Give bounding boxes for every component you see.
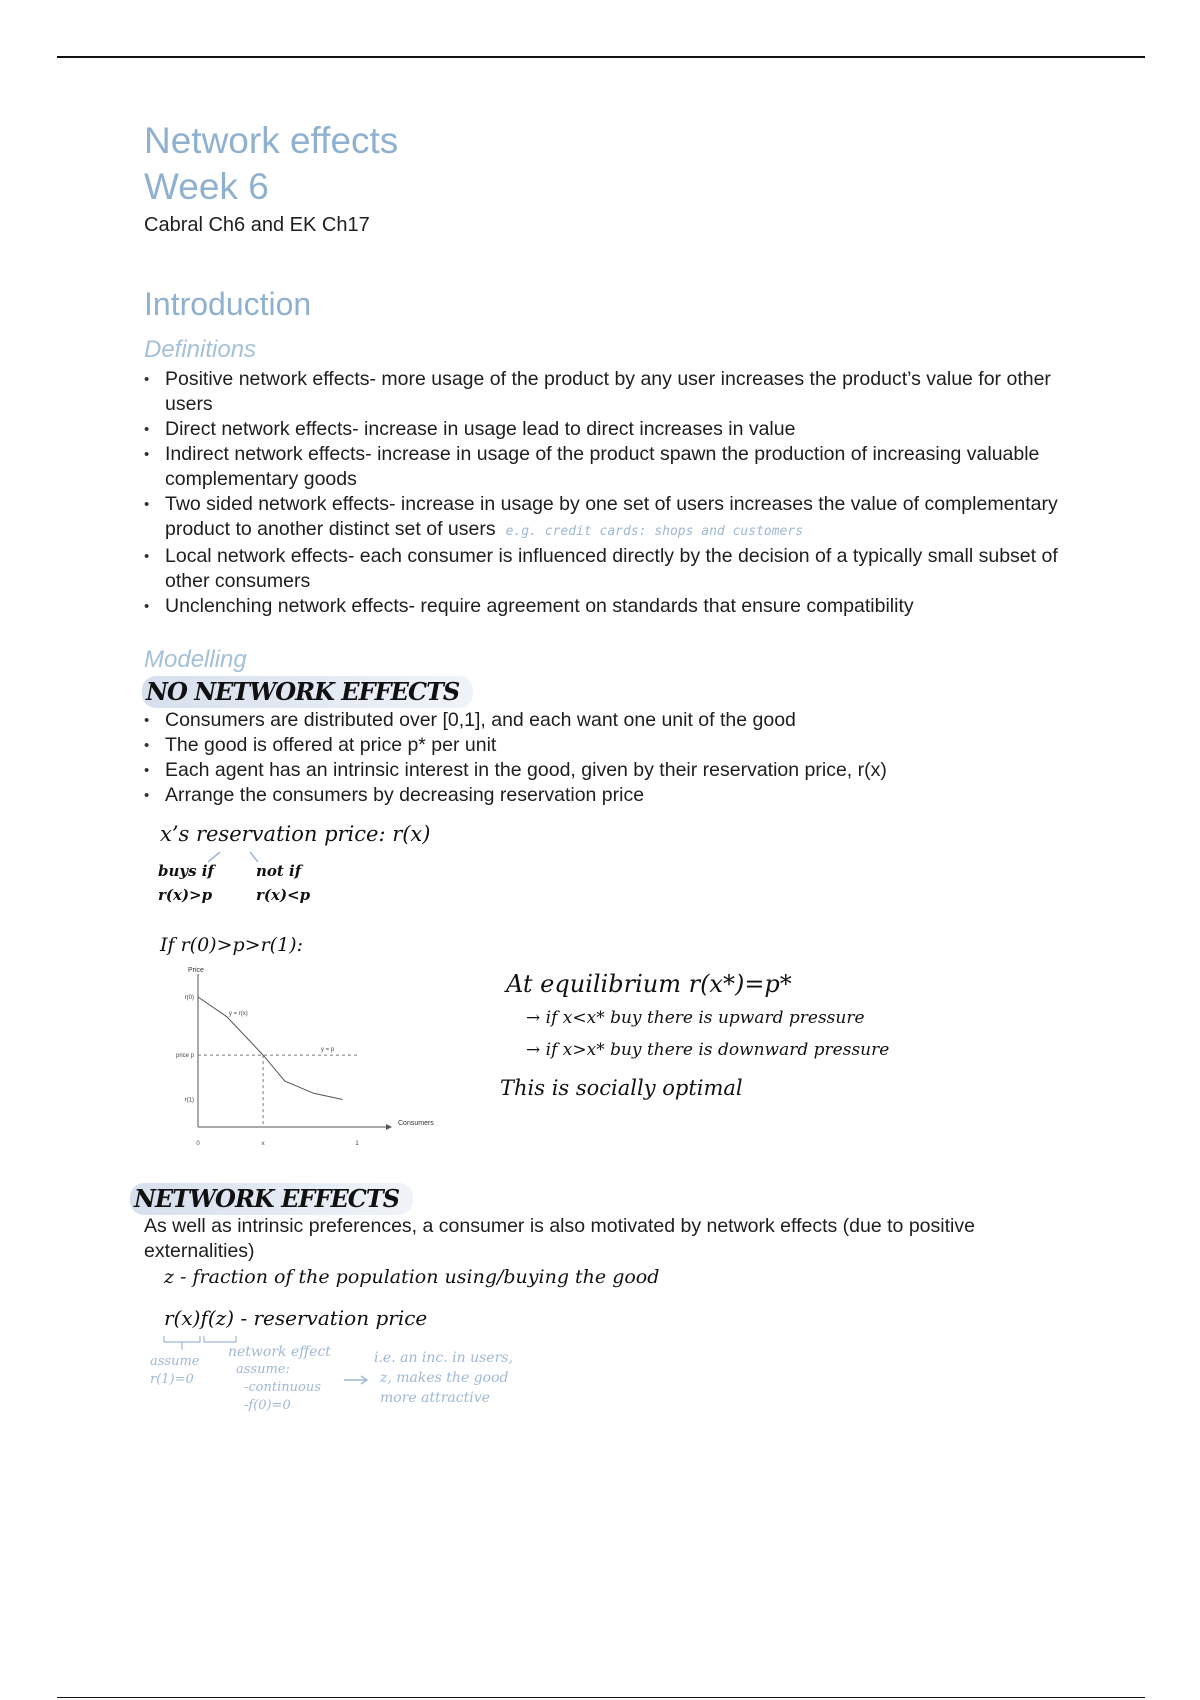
reservation-price-chart <box>150 962 450 1154</box>
hand-buys-cond: r(x)>p <box>158 886 213 904</box>
hand-network-c2: -f(0)=0 <box>244 1398 291 1413</box>
hand-network: network effect <box>228 1344 331 1360</box>
chart-marks <box>176 995 359 1147</box>
hand-assume-cond: r(1)=0 <box>150 1372 194 1387</box>
hand-ie: i.e. an inc. in users, <box>374 1350 513 1366</box>
bottom-rule <box>57 1697 1145 1698</box>
equilibrium-line-2: → if x<x* buy there is upward pressure <box>526 1008 865 1028</box>
hand-ie-3: more attractive <box>380 1390 490 1406</box>
y-tick-label: r(0) <box>184 994 194 1001</box>
arrow-icon <box>342 1374 372 1386</box>
x-tick-label: x <box>261 1141 265 1147</box>
modelling-heading: Modelling <box>144 646 247 673</box>
introduction-heading: Introduction <box>144 286 312 322</box>
hand-network-assume: assume: <box>236 1362 290 1377</box>
network-effects-paragraph: As well as intrinsic preferences, a consumer is also motivated by network effects (due to positive externalities) <box>144 1215 975 1262</box>
top-rule <box>57 56 1145 58</box>
hand-not: not if <box>256 862 302 880</box>
hand-assume: assume <box>150 1354 200 1369</box>
x-axis-arrow <box>386 1124 392 1130</box>
list-item: • Two sided network effects- increase in usage by one set of users increases the value of complementary product to another distinct set of users e.g. credit cards: shops and customers <box>144 492 1084 544</box>
equilibrium-line-4: This is socially optimal <box>500 1076 743 1100</box>
hand-if: If r(0)>p>r(1): <box>160 934 303 956</box>
series-label-r: y = r(x) <box>228 1010 248 1017</box>
hand-ie-2: z, makes the good <box>380 1370 509 1386</box>
list-item: • Each agent has an intrinsic interest in the good, given by their reservation price, r(x) <box>144 758 1084 783</box>
hand-not-cond: r(x)<p <box>256 886 311 904</box>
x-tick-label: 0 <box>196 1141 200 1147</box>
y-tick-label: price p <box>175 1053 194 1060</box>
list-item: • Direct network effects- increase in usage lead to direct increases in value <box>144 417 1084 442</box>
x-tick-label: 1 <box>355 1141 359 1147</box>
y-tick-label: r(1) <box>184 1097 194 1104</box>
two-sided-note: e.g. credit cards: shops and customers <box>505 524 804 539</box>
no-network-effects-tag: NO NETWORK EFFECTS <box>142 676 473 708</box>
hand-reservation: x’s reservation price: r(x) <box>160 822 431 846</box>
hand-network-c1: -continuous <box>244 1380 321 1395</box>
series-label-p: y = p <box>320 1047 335 1054</box>
network-effects-tag: NETWORK EFFECTS <box>130 1183 413 1215</box>
list-item: • Unclenching network effects- require agreement on standards that ensure compatibility <box>144 594 1084 619</box>
list-item: • Positive network effects- more usage of the product by any user increases the product’s value for other users <box>144 367 1084 417</box>
list-item: • Consumers are distributed over [0,1], and each want one unit of the good <box>144 708 1084 733</box>
equilibrium-line-1: At equilibrium r(x*)=p* <box>506 970 792 998</box>
x-axis-label: Consumers <box>398 1120 434 1127</box>
list-item: • Local network effects- each consumer is influenced directly by the decision of a typically small subset of other consumers <box>144 544 1084 594</box>
hand-z: z - fraction of the population using/buying the good <box>164 1266 660 1288</box>
list-item: • Indirect network effects- increase in usage of the product spawn the production of increasing valuable complementary goods <box>144 442 1084 492</box>
title-line-2: Week 6 <box>144 166 269 207</box>
page-header <box>144 118 1084 237</box>
references: Cabral Ch6 and EK Ch17 <box>144 214 370 236</box>
definitions-heading: Definitions <box>144 336 257 363</box>
modelling-list <box>144 708 1084 808</box>
definitions-list <box>144 367 1084 619</box>
list-item: • The good is offered at price p* per unit <box>144 733 1084 758</box>
title-line-1: Network effects <box>144 120 399 161</box>
equilibrium-line-3: → if x>x* buy there is downward pressure <box>526 1040 890 1060</box>
y-axis-label: Price <box>188 967 204 974</box>
hand-buys: buys if <box>158 862 214 880</box>
hand-r: r(x)f(z) - reservation price <box>164 1306 428 1330</box>
list-item: • Arrange the consumers by decreasing reservation price <box>144 783 1084 808</box>
